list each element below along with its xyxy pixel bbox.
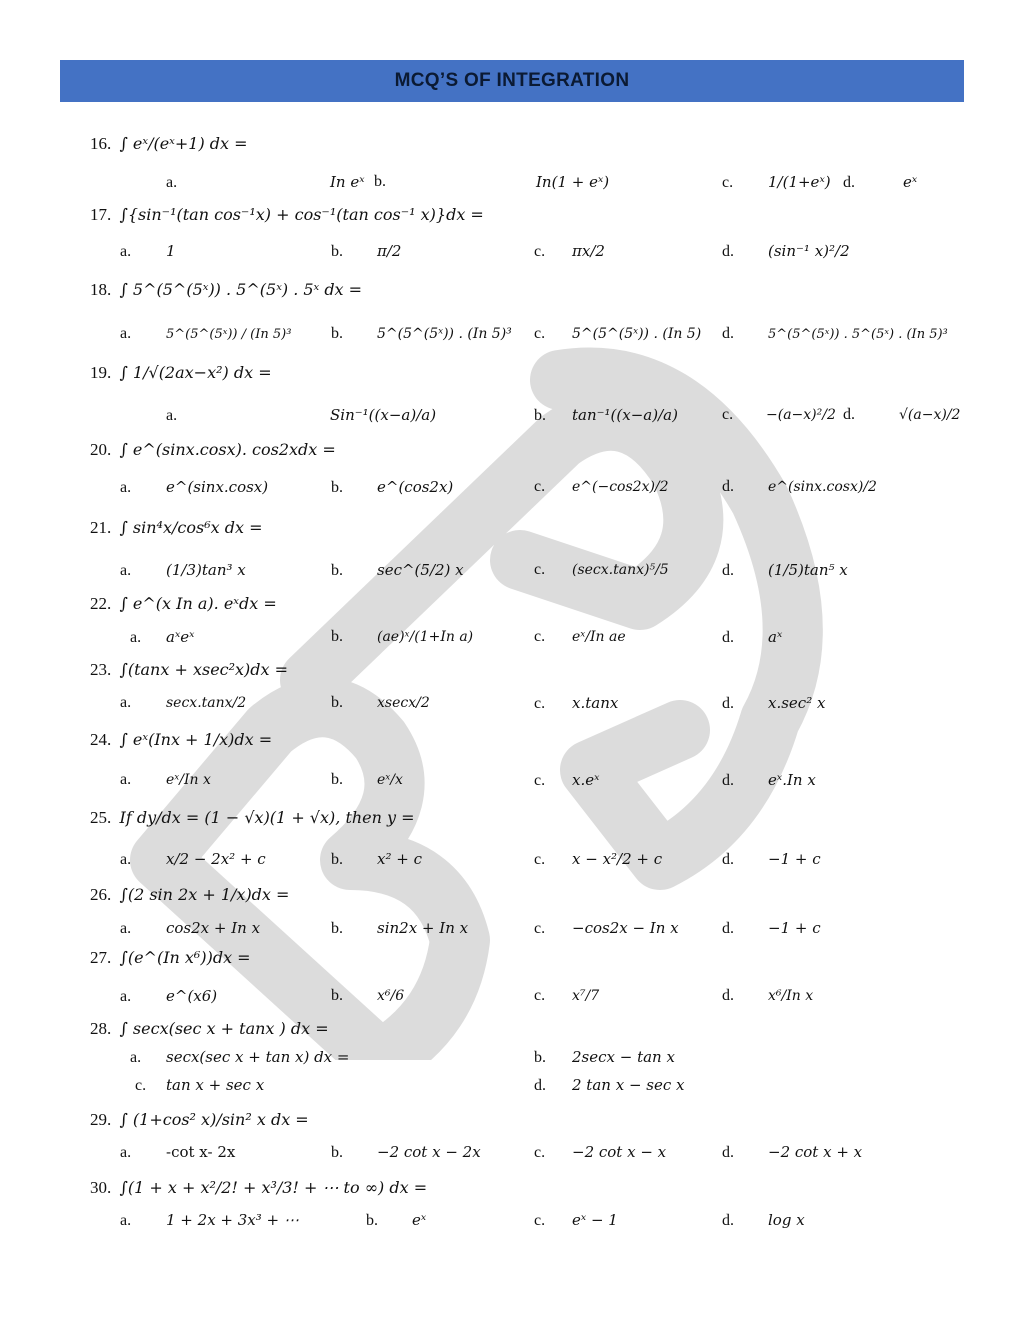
question-26: 26. ∫(2 sin 2x + 1/x)dx = <box>90 885 290 904</box>
option-b[interactable]: b. x² + c <box>331 850 422 868</box>
option-b[interactable]: b. eˣ <box>366 1211 427 1229</box>
option-c[interactable]: c. 5^(5^(5ˣ)) . (In 5) <box>534 325 702 342</box>
option-c[interactable]: c. e^(−cos2x)/2 <box>534 478 669 495</box>
option-c[interactable]: c. eˣ/In ae <box>534 628 626 645</box>
question-19: 19. ∫ 1/√(2ax−x²) dx = <box>90 363 272 382</box>
option-a[interactable]: a. eˣ/In x <box>120 771 211 788</box>
question-29: 29. ∫ (1+cos² x)/sin² x dx = <box>90 1110 309 1129</box>
option-c[interactable]: c. −2 cot x − x <box>534 1143 667 1161</box>
option-d[interactable]: d. (sin⁻¹ x)²/2 <box>722 242 850 260</box>
option-c[interactable]: c. eˣ − 1 <box>534 1211 618 1229</box>
option-c[interactable]: c. x⁷/7 <box>534 987 600 1004</box>
option-c[interactable]: c. x.tanx <box>534 694 619 712</box>
option-a[interactable]: a. In eˣ <box>166 173 365 191</box>
option-b[interactable]: b. 5^(5^(5ˣ)) . (In 5)³ <box>331 325 512 342</box>
question-28: 28. ∫ secx(sec x + tanx ) dx = <box>90 1019 329 1038</box>
option-a[interactable]: a. -cot x- 2x <box>120 1143 236 1161</box>
option-a[interactable]: a. cos2x + In x <box>120 919 261 937</box>
option-a[interactable]: a. 5^(5^(5ˣ)) / (In 5)³ <box>120 325 292 342</box>
option-b[interactable]: b. xsecx/2 <box>331 694 430 711</box>
option-a[interactable]: a. x/2 − 2x² + c <box>120 850 266 868</box>
option-c[interactable]: c. πx/2 <box>534 242 605 260</box>
option-d[interactable]: d. (1/5)tan⁵ x <box>722 561 848 579</box>
option-a[interactable]: a. Sin⁻¹((x−a)/a) <box>166 406 437 424</box>
option-b[interactable]: b. π/2 <box>331 242 402 260</box>
option-a[interactable]: a. secx(sec x + tan x) dx = <box>130 1048 350 1066</box>
option-c[interactable]: c. 1/(1+eˣ) <box>722 173 831 191</box>
option-b[interactable]: b. sec^(5/2) x <box>331 561 464 579</box>
option-b[interactable]: b. eˣ/x <box>331 771 403 788</box>
option-b[interactable]: b. 2secx − tan x <box>534 1048 675 1066</box>
option-d[interactable]: d. eˣ.In x <box>722 771 816 789</box>
question-16 <box>90 134 248 154</box>
question-22: 22. ∫ e^(x In a). eˣdx = <box>90 594 277 613</box>
option-b-value: In(1 + eˣ) <box>536 173 610 191</box>
option-d[interactable]: d. 2 tan x − sec x <box>534 1076 685 1094</box>
option-d[interactable]: d. 5^(5^(5ˣ)) . 5^(5ˣ) . (In 5)³ <box>722 325 948 342</box>
question-23: 23. ∫(tanx + xsec²x)dx = <box>90 660 289 679</box>
option-b[interactable]: b. sin2x + In x <box>331 919 469 937</box>
option-b[interactable]: b. <box>374 173 386 190</box>
option-a[interactable]: a. e^(sinx.cosx) <box>120 478 269 496</box>
option-c[interactable]: c. x.eˣ <box>534 771 600 789</box>
question-17: 17. ∫{sin⁻¹(tan cos⁻¹x) + cos⁻¹(tan cos⁻¹ x)}dx = <box>90 205 484 224</box>
page-title: MCQ’S OF INTEGRATION <box>394 70 630 91</box>
question-18: 18. ∫ 5^(5^(5ˣ)) . 5^(5ˣ) . 5ˣ dx = <box>90 280 363 299</box>
option-b[interactable]: b. −2 cot x − 2x <box>331 1143 481 1161</box>
question-20: 20. ∫ e^(sinx.cosx). cos2xdx = <box>90 440 336 459</box>
question-21: 21. ∫ sin⁴x/cos⁶x dx = <box>90 518 263 537</box>
option-c[interactable]: c. −cos2x − In x <box>534 919 679 937</box>
option-d[interactable]: d. log x <box>722 1211 805 1229</box>
option-c[interactable]: c. tan x + sec x <box>135 1076 265 1094</box>
option-a[interactable]: a. 1 + 2x + 3x³ + ⋯ <box>120 1211 299 1229</box>
question-24: 24. ∫ eˣ(Inx + 1/x)dx = <box>90 730 273 749</box>
option-c[interactable]: c. −(a−x)²/2 <box>722 406 836 423</box>
option-d[interactable]: d. √(a−x)/2 <box>843 406 961 423</box>
option-b[interactable]: b. (ae)ˣ/(1+In a) <box>331 628 474 645</box>
option-d[interactable]: d. aˣ <box>722 628 783 646</box>
option-a[interactable]: a. 1 <box>120 242 176 260</box>
option-b[interactable]: b. e^(cos2x) <box>331 478 454 496</box>
option-d[interactable]: d. −1 + c <box>722 919 821 937</box>
option-a[interactable]: a. secx.tanx/2 <box>120 694 247 711</box>
option-d[interactable]: d. e^(sinx.cosx)/2 <box>722 478 877 495</box>
option-d[interactable]: d. x⁶/In x <box>722 987 814 1004</box>
option-d[interactable]: d. x.sec² x <box>722 694 826 712</box>
option-b[interactable]: b. x⁶/6 <box>331 987 405 1004</box>
question-30: 30. ∫(1 + x + x²/2! + x³/3! + ⋯ to ∞) dx = <box>90 1178 428 1197</box>
option-d[interactable]: d. −2 cot x + x <box>722 1143 863 1161</box>
question-text: ∫ eˣ/(eˣ+1) dx = <box>119 134 248 153</box>
question-27: 27. ∫(e^(In x⁶))dx = <box>90 948 251 967</box>
option-b[interactable]: b. tan⁻¹((x−a)/a) <box>534 406 678 424</box>
question-number: 16. <box>90 134 112 153</box>
option-c[interactable]: c. x − x²/2 + c <box>534 850 663 868</box>
option-d[interactable]: d. eˣ <box>843 173 918 191</box>
option-a[interactable]: a. aˣeˣ <box>130 628 195 646</box>
option-d[interactable]: d. −1 + c <box>722 850 821 868</box>
question-25: 25. If dy/dx = (1 − √x)(1 + √x), then y = <box>90 808 415 827</box>
option-a[interactable]: a. e^(x6) <box>120 987 218 1005</box>
option-a[interactable]: a. (1/3)tan³ x <box>120 561 246 579</box>
option-c[interactable]: c. (secx.tanx)⁵/5 <box>534 561 669 578</box>
